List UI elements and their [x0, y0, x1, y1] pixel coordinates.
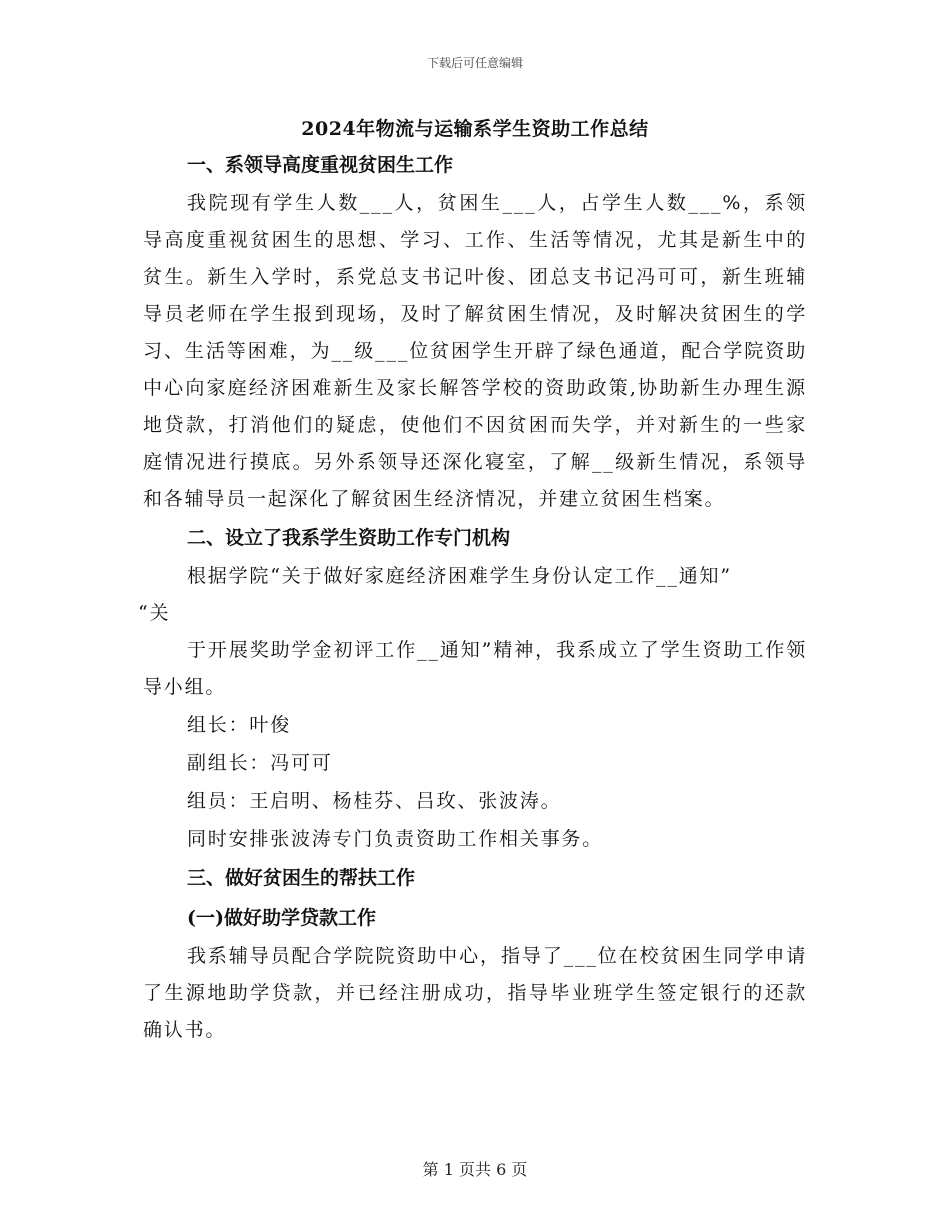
subsection-1-heading: (一)做好助学贷款工作: [187, 907, 376, 929]
section-2-heading: 二、设立了我系学生资助工作专门机构: [187, 527, 511, 549]
section-2-paragraph-line-2: “关: [138, 602, 171, 624]
header-note: 下载后可任意编辑: [426, 56, 523, 70]
page-footer: 第 1 页共 6 页: [422, 1160, 528, 1179]
assignment-note: 同时安排张波涛专门负责资助工作相关事务。: [187, 828, 604, 850]
group-leader: 组长：叶俊: [187, 714, 292, 736]
section-2-paragraph-line-1: 根据学院“关于做好家庭经济困难学生身份认定工作__通知”: [187, 565, 732, 587]
section-1-paragraph: 我院现有学生人数___人，贫困生___人，占学生人数___%，系领导高度重视贫困生的思想、学习、工作、生活等情况，尤其是新生中的贫生。新生入学时，系党总支书记叶俊、团总支书记冯可可，新生班辅导员老师在学生报到现场，及时了解贫困生情况，及时解决贫困生的学习、生活等困难，为__级___位贫困学生开辟了绿色通道，配合学院资助中心向家庭经济困难新生及家长解答学校的资助政策,协助新生办理生源地贷款，打消他们的疑虑，使他们不因贫困而失学，并对新生的一些家庭情况进行摸底。另外系领导还深化寝室，了解__级新生情况，系领导和各辅导员一起深化了解贫困生经济情况，并建立贫困生档案。: [143, 192, 807, 510]
section-3-heading: 三、做好贫困生的帮扶工作: [187, 867, 416, 889]
subsection-1-paragraph: 我系辅导员配合学院院资助中心，指导了___位在校贫困生同学申请了生源地助学贷款，并已经注册成功，指导毕业班学生签定银行的还款确认书。: [143, 945, 807, 1041]
section-1-heading: 一、系领导高度重视贫困生工作: [187, 154, 454, 176]
group-vice-leader: 副组长：冯可可: [187, 752, 333, 774]
group-members: 组员：王启明、杨桂芬、吕玫、张波涛。: [187, 790, 562, 812]
document-title: 2024年物流与运输系学生资助工作总结: [301, 118, 649, 140]
document-body: [138, 145, 807, 1049]
section-2-paragraph-line-3: 于开展奖助学金初评工作__通知”精神，我系成立了学生资助工作领导小组。: [143, 639, 807, 698]
